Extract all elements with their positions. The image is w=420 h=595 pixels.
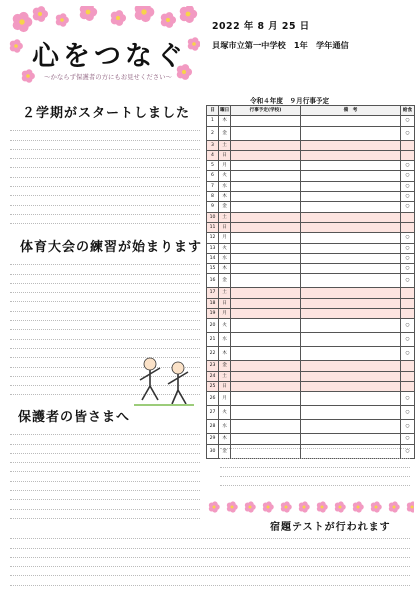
day-cell: 3 <box>207 140 219 150</box>
meal-cell: ○ <box>401 264 415 274</box>
text-line <box>220 459 410 468</box>
flower-icon <box>80 6 97 21</box>
event-cell <box>231 361 301 371</box>
note-cell <box>301 319 401 333</box>
meal-cell: ○ <box>401 434 415 444</box>
weekday-cell: 金 <box>219 202 231 212</box>
flower-icon <box>389 501 400 512</box>
weekday-cell: 木 <box>219 347 231 361</box>
col-event: 行事予定(学校) <box>231 106 301 116</box>
parents-paragraph <box>10 426 200 526</box>
note-cell <box>301 288 401 298</box>
term-start-paragraph <box>10 122 200 232</box>
day-cell: 11 <box>207 222 219 232</box>
text-line <box>10 530 410 539</box>
meal-cell: ○ <box>401 274 415 288</box>
text-line <box>10 510 200 519</box>
event-cell <box>231 161 301 171</box>
day-cell: 29 <box>207 434 219 444</box>
note-cell <box>301 233 401 243</box>
section-title-homework-test: 宿題テストが行われます <box>270 522 391 533</box>
text-line <box>10 312 200 321</box>
meal-cell: ○ <box>401 126 415 140</box>
day-cell: 19 <box>207 309 219 319</box>
schedule-row <box>207 371 415 381</box>
schedule-row <box>207 381 415 391</box>
flower-icon <box>335 501 346 512</box>
weekday-cell: 土 <box>219 371 231 381</box>
meal-cell <box>401 222 415 232</box>
day-cell: 27 <box>207 406 219 420</box>
schedule-row <box>207 150 415 160</box>
meal-cell <box>401 288 415 298</box>
meal-cell: ○ <box>401 161 415 171</box>
text-line <box>10 321 200 330</box>
weekday-cell: 金 <box>219 361 231 371</box>
text-line <box>10 491 200 500</box>
schedule-row <box>207 264 415 274</box>
meal-cell: ○ <box>401 420 415 434</box>
day-cell: 20 <box>207 319 219 333</box>
issue-date: 2022 年 8 月 25 日 <box>212 21 310 32</box>
day-cell: 21 <box>207 333 219 347</box>
schedule-row <box>207 140 415 150</box>
day-cell: 2 <box>207 126 219 140</box>
flower-icon <box>227 501 238 512</box>
school-name: 貝塚市立第一中学校 1年 学年通信 <box>212 40 349 50</box>
text-line <box>10 206 200 215</box>
text-line <box>10 168 200 177</box>
weekday-cell: 火 <box>219 319 231 333</box>
meal-cell: ○ <box>401 171 415 181</box>
col-day: 日 <box>207 106 219 116</box>
text-line <box>10 445 200 454</box>
day-cell: 23 <box>207 361 219 371</box>
weekday-cell: 金 <box>219 126 231 140</box>
col-weekday: 曜日 <box>219 106 231 116</box>
meal-cell <box>401 361 415 371</box>
event-cell <box>231 392 301 406</box>
weekday-cell: 水 <box>219 253 231 263</box>
flower-icon <box>180 6 197 23</box>
schedule-row <box>207 420 415 434</box>
schedule-row <box>207 171 415 181</box>
note-cell <box>301 381 401 391</box>
text-line <box>10 178 200 187</box>
flower-icon <box>263 501 274 512</box>
schedule-row <box>207 181 415 191</box>
note-cell <box>301 243 401 253</box>
schedule-row <box>207 222 415 232</box>
weekday-cell: 日 <box>219 150 231 160</box>
schedule-row <box>207 243 415 253</box>
event-cell <box>231 347 301 361</box>
text-line <box>10 576 410 585</box>
meal-cell: ○ <box>401 116 415 126</box>
meal-cell: ○ <box>401 333 415 347</box>
text-line <box>220 440 410 449</box>
newsletter-subtitle: ～かならず保護者の方にもお見せください～ <box>44 73 172 81</box>
weekday-cell: 火 <box>219 171 231 181</box>
note-cell <box>301 309 401 319</box>
event-cell <box>231 116 301 126</box>
day-cell: 6 <box>207 171 219 181</box>
weekday-cell: 水 <box>219 333 231 347</box>
section-title-sports-practice: 体育大会の練習が始まります <box>20 240 203 255</box>
schedule-table <box>206 105 415 459</box>
weekday-cell: 水 <box>219 420 231 434</box>
text-line <box>10 275 200 284</box>
schedule-title: 令和４年度 ９月行事予定 <box>250 97 330 105</box>
meal-cell <box>401 371 415 381</box>
schedule-row <box>207 347 415 361</box>
weekday-cell: 木 <box>219 116 231 126</box>
event-cell <box>231 192 301 202</box>
schedule-row <box>207 319 415 333</box>
text-line <box>10 215 200 224</box>
flower-icon <box>161 12 176 28</box>
flower-icon <box>281 501 292 512</box>
day-cell: 13 <box>207 243 219 253</box>
day-cell: 10 <box>207 212 219 222</box>
text-line <box>10 463 200 472</box>
text-line <box>10 500 200 509</box>
meal-cell <box>401 309 415 319</box>
text-line <box>220 477 410 486</box>
masthead <box>8 6 200 92</box>
schedule-row <box>207 202 415 212</box>
col-note: 備 考 <box>301 106 401 116</box>
flower-icon <box>135 6 155 22</box>
meal-cell: ○ <box>401 253 415 263</box>
text-line <box>10 330 200 339</box>
day-cell: 15 <box>207 264 219 274</box>
schedule-row <box>207 288 415 298</box>
meal-cell: ○ <box>401 192 415 202</box>
note-cell <box>301 361 401 371</box>
flower-icon <box>407 501 414 512</box>
sports-day-notice <box>220 440 410 495</box>
meal-cell <box>401 212 415 222</box>
text-line <box>10 558 410 567</box>
day-cell: 22 <box>207 347 219 361</box>
weekday-cell: 木 <box>219 192 231 202</box>
schedule-row <box>207 161 415 171</box>
text-line <box>10 265 200 274</box>
note-cell <box>301 420 401 434</box>
weekday-cell: 月 <box>219 392 231 406</box>
flower-icon <box>188 37 200 50</box>
weekday-cell: 火 <box>219 406 231 420</box>
schedule-row <box>207 233 415 243</box>
meal-cell: ○ <box>401 319 415 333</box>
day-cell: 9 <box>207 202 219 212</box>
text-line <box>10 122 200 131</box>
homework-test-paragraph <box>10 530 410 590</box>
note-cell <box>301 347 401 361</box>
day-cell: 26 <box>207 392 219 406</box>
flower-icon <box>209 501 220 512</box>
event-cell <box>231 298 301 308</box>
flower-icon <box>13 12 33 32</box>
day-cell: 16 <box>207 274 219 288</box>
meal-cell: ○ <box>401 347 415 361</box>
schedule-row <box>207 116 415 126</box>
event-cell <box>231 212 301 222</box>
event-cell <box>231 333 301 347</box>
text-line <box>10 472 200 481</box>
schedule-row <box>207 126 415 140</box>
day-cell: 12 <box>207 233 219 243</box>
weekday-cell: 木 <box>219 264 231 274</box>
text-line <box>10 539 410 548</box>
section-title-term-start: ２学期がスタートしました <box>22 106 191 121</box>
event-cell <box>231 202 301 212</box>
event-cell <box>231 319 301 333</box>
day-cell: 28 <box>207 420 219 434</box>
text-line <box>10 159 200 168</box>
schedule-header-row <box>207 106 415 116</box>
text-line <box>10 454 200 463</box>
day-cell: 25 <box>207 381 219 391</box>
weekday-cell: 日 <box>219 298 231 308</box>
event-cell <box>231 253 301 263</box>
text-line <box>10 284 200 293</box>
event-cell <box>231 181 301 191</box>
flower-icon <box>10 39 23 52</box>
event-cell <box>231 233 301 243</box>
day-cell: 5 <box>207 161 219 171</box>
text-line <box>10 482 200 491</box>
text-line <box>10 426 200 435</box>
text-line <box>10 131 200 140</box>
event-cell <box>231 288 301 298</box>
meal-cell: ○ <box>401 243 415 253</box>
event-cell <box>231 274 301 288</box>
weekday-cell: 土 <box>219 140 231 150</box>
schedule-row <box>207 406 415 420</box>
text-line <box>10 302 200 311</box>
flower-icon <box>353 501 364 512</box>
flower-icon <box>371 501 382 512</box>
weekday-cell: 土 <box>219 288 231 298</box>
weekday-cell: 金 <box>219 444 231 458</box>
day-cell: 1 <box>207 116 219 126</box>
flower-icon <box>33 6 48 22</box>
text-line <box>10 150 200 159</box>
event-cell <box>231 264 301 274</box>
flower-icon <box>299 501 310 512</box>
text-line <box>10 567 410 576</box>
meal-cell <box>401 298 415 308</box>
meal-cell <box>401 140 415 150</box>
note-cell <box>301 161 401 171</box>
note-cell <box>301 171 401 181</box>
newsletter-title: 心をつなぐ <box>32 41 187 72</box>
note-cell <box>301 150 401 160</box>
weekday-cell: 火 <box>219 243 231 253</box>
text-line <box>10 435 200 444</box>
text-line <box>220 468 410 477</box>
weekday-cell: 日 <box>219 381 231 391</box>
note-cell <box>301 212 401 222</box>
schedule-row <box>207 333 415 347</box>
event-cell <box>231 243 301 253</box>
meal-cell: ○ <box>401 202 415 212</box>
text-line <box>10 141 200 150</box>
weekday-cell: 月 <box>219 233 231 243</box>
note-cell <box>301 202 401 212</box>
weekday-cell: 木 <box>219 434 231 444</box>
event-cell <box>231 126 301 140</box>
flower-icon <box>317 501 328 512</box>
day-cell: 8 <box>207 192 219 202</box>
schedule-row <box>207 274 415 288</box>
note-cell <box>301 222 401 232</box>
day-cell: 7 <box>207 181 219 191</box>
event-cell <box>231 140 301 150</box>
col-meal: 給食 <box>401 106 415 116</box>
event-cell <box>231 171 301 181</box>
note-cell <box>301 140 401 150</box>
schedule-row <box>207 212 415 222</box>
note-cell <box>301 298 401 308</box>
weekday-cell: 月 <box>219 161 231 171</box>
note-cell <box>301 392 401 406</box>
note-cell <box>301 274 401 288</box>
day-cell: 24 <box>207 371 219 381</box>
section-title-parents: 保護者の皆さまへ <box>18 410 131 425</box>
text-line <box>220 449 410 458</box>
schedule-row <box>207 192 415 202</box>
flower-icon <box>56 13 69 26</box>
flower-band-icon <box>206 500 414 514</box>
schedule-row <box>207 298 415 308</box>
note-cell <box>301 116 401 126</box>
sports-day-illustration <box>128 350 200 410</box>
weekday-cell: 月 <box>219 309 231 319</box>
weekday-cell: 土 <box>219 212 231 222</box>
note-cell <box>301 406 401 420</box>
schedule-body <box>207 116 415 458</box>
weekday-cell: 水 <box>219 181 231 191</box>
note-cell <box>301 253 401 263</box>
weekday-cell: 金 <box>219 274 231 288</box>
meal-cell: ○ <box>401 406 415 420</box>
schedule-row <box>207 253 415 263</box>
meal-cell <box>401 150 415 160</box>
weekday-cell: 日 <box>219 222 231 232</box>
schedule-row <box>207 361 415 371</box>
event-cell <box>231 309 301 319</box>
event-cell <box>231 406 301 420</box>
text-line <box>10 340 200 349</box>
note-cell <box>301 126 401 140</box>
issue-info <box>212 18 416 51</box>
schedule-row <box>207 309 415 319</box>
meal-cell: ○ <box>401 233 415 243</box>
event-cell <box>231 420 301 434</box>
meal-cell: ○ <box>401 444 415 458</box>
text-line <box>10 256 200 265</box>
note-cell <box>301 181 401 191</box>
flower-icon <box>111 10 126 26</box>
text-line <box>10 196 200 205</box>
day-cell: 17 <box>207 288 219 298</box>
event-cell <box>231 381 301 391</box>
event-cell <box>231 222 301 232</box>
note-cell <box>301 264 401 274</box>
flower-icon <box>245 501 256 512</box>
event-cell <box>231 371 301 381</box>
text-line <box>10 187 200 196</box>
day-cell: 14 <box>207 253 219 263</box>
day-cell: 18 <box>207 298 219 308</box>
note-cell <box>301 192 401 202</box>
meal-cell: ○ <box>401 181 415 191</box>
event-cell <box>231 150 301 160</box>
note-cell <box>301 371 401 381</box>
schedule-row <box>207 392 415 406</box>
text-line <box>10 549 410 558</box>
note-cell <box>301 333 401 347</box>
meal-cell: ○ <box>401 392 415 406</box>
meal-cell <box>401 381 415 391</box>
day-cell: 30 <box>207 444 219 458</box>
text-line <box>10 293 200 302</box>
day-cell: 4 <box>207 150 219 160</box>
